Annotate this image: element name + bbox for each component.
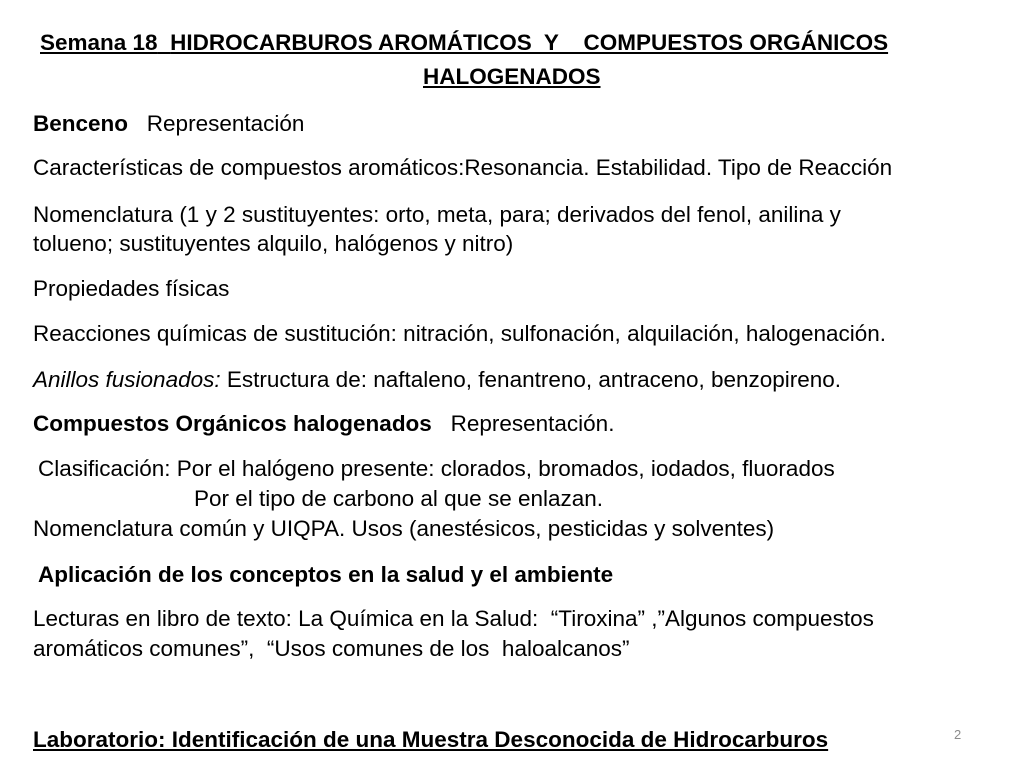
benceno-line bbox=[33, 111, 304, 137]
clasificacion-line-1 bbox=[38, 456, 835, 482]
laboratorio-line bbox=[33, 727, 828, 753]
aplicacion-line bbox=[38, 562, 613, 588]
caracteristicas-text: Características de compuestos aromáticos:Resonancia. Estabilidad. Tipo de Reacción bbox=[33, 155, 893, 180]
week-label: Semana 18 bbox=[40, 30, 158, 55]
propiedades-text: Propiedades físicas bbox=[33, 276, 230, 301]
title-continued: HALOGENADOS bbox=[423, 64, 601, 89]
aplicacion-text: Aplicación de los conceptos en la salud y el ambiente bbox=[38, 562, 614, 587]
nomenclatura-comun-text: Nomenclatura común y UIQPA. Usos (anestésicos, pesticidas y solventes) bbox=[33, 516, 775, 541]
anillos-text: Estructura de: naftaleno, fenantreno, antraceno, benzopireno. bbox=[226, 367, 842, 392]
reacciones-text: Reacciones químicas de sustitución: nitración, sulfonación, alquilación, halogenación. bbox=[33, 321, 887, 346]
halogenados-text: Representación. bbox=[450, 411, 615, 436]
clasificacion-text-1: Clasificación: Por el halógeno presente: clorados, bromados, iodados, fluorados bbox=[38, 456, 835, 481]
anillos-label: Anillos fusionados: bbox=[33, 367, 221, 392]
nomenclatura-comun-line bbox=[33, 516, 774, 542]
title-main: HIDROCARBUROS AROMÁTICOS Y COMPUESTOS ORGÁNICOS bbox=[170, 30, 889, 55]
clasificacion-line-2 bbox=[194, 486, 603, 512]
caracteristicas-line bbox=[33, 155, 892, 181]
benceno-text: Representación bbox=[146, 111, 305, 136]
slide-title-line-2 bbox=[423, 64, 601, 90]
reacciones-line bbox=[33, 321, 886, 347]
benceno-heading: Benceno bbox=[33, 111, 129, 136]
lecturas-text-1: Lecturas en libro de texto: La Química en la Salud: “Tiroxina” ,”Algunos compuestos bbox=[33, 606, 874, 631]
laboratorio-text: Laboratorio: Identificación de una Muestra Desconocida de Hidrocarburos bbox=[33, 727, 829, 752]
nomenclatura-line-2 bbox=[33, 231, 513, 257]
clasificacion-text-2: Por el tipo de carbono al que se enlazan. bbox=[194, 486, 604, 511]
nomenclatura-text-1: Nomenclatura (1 y 2 sustituyentes: orto, meta, para; derivados del fenol, anilina y bbox=[33, 202, 841, 227]
lecturas-text-2: aromáticos comunes”, “Usos comunes de los haloalcanos” bbox=[33, 636, 630, 661]
nomenclatura-text-2: tolueno; sustituyentes alquilo, halógenos y nitro) bbox=[33, 231, 514, 256]
slide-title-line-1 bbox=[40, 30, 888, 56]
nomenclatura-line-1 bbox=[33, 202, 841, 228]
page-number: 2 bbox=[954, 727, 962, 742]
anillos-line bbox=[33, 367, 841, 393]
halogenados-heading: Compuestos Orgánicos halogenados bbox=[33, 411, 432, 436]
lecturas-line-1 bbox=[33, 606, 874, 632]
halogenados-line bbox=[33, 411, 614, 437]
propiedades-line bbox=[33, 276, 229, 302]
lecturas-line-2 bbox=[33, 636, 630, 662]
